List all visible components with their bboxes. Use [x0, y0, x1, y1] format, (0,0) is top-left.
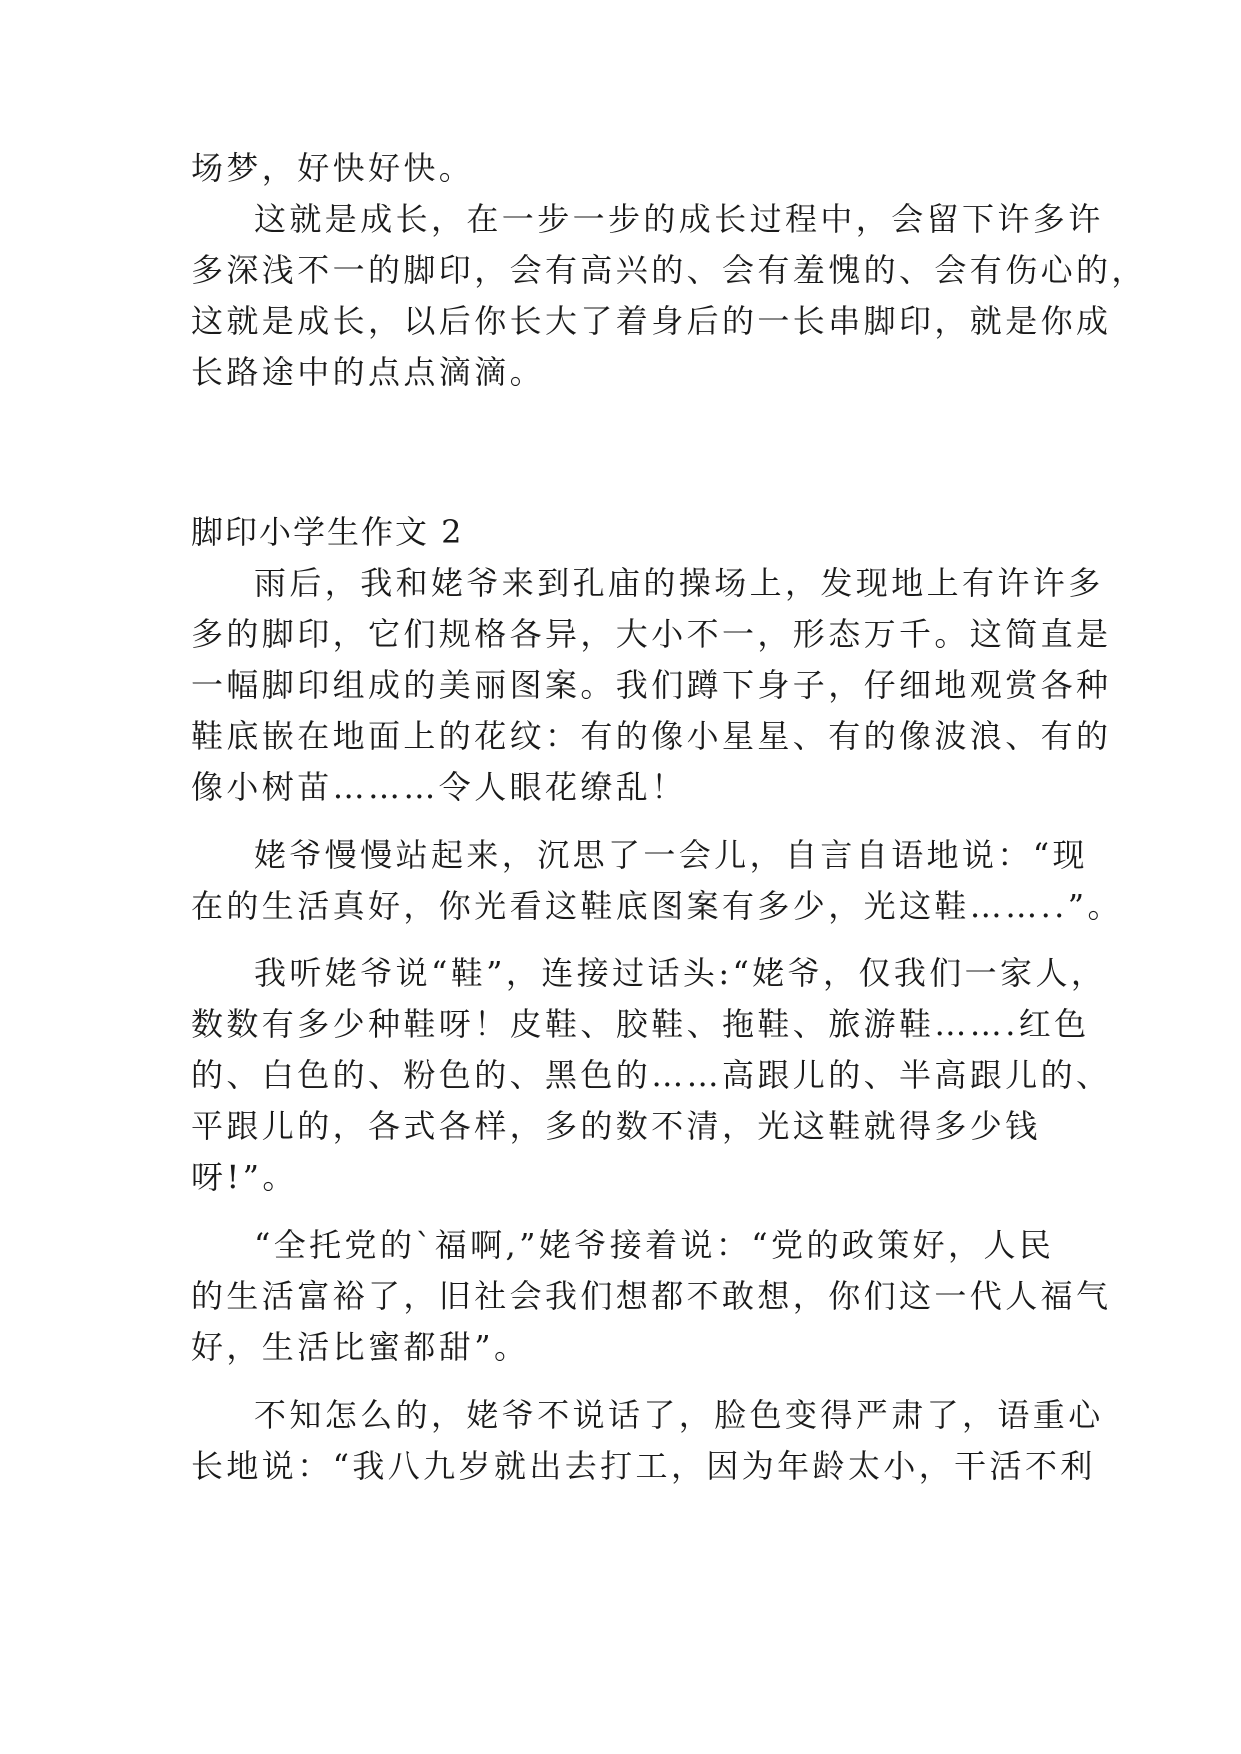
- text-line: 数数有多少种鞋呀！皮鞋、胶鞋、拖鞋、旅游鞋…….红色: [191, 1005, 1090, 1043]
- text-line: 的、白色的、粉色的、黑色的……高跟儿的、半高跟儿的、: [191, 1056, 1112, 1094]
- text-line: 长路途中的点点滴滴。: [191, 353, 546, 391]
- text-line: 好，生活比蜜都甜”。: [191, 1328, 530, 1366]
- text-line: 在的生活真好，你光看这鞋底图案有多少，光这鞋……..”。: [191, 887, 1123, 925]
- text-line: 平跟儿的，各式各样，多的数不清，光这鞋就得多少钱: [191, 1107, 1041, 1145]
- paragraph-line: “全托党的`福啊,”姥爷接着说：“党的政策好，人民: [254, 1226, 1055, 1264]
- paragraph-line: 这就是成长，在一步一步的成长过程中，会留下许多许: [254, 200, 1104, 238]
- text-line: 呀!”。: [191, 1158, 298, 1196]
- paragraph-line: 雨后，我和姥爷来到孔庙的操场上，发现地上有许许多: [254, 564, 1104, 602]
- text-line: 一幅脚印组成的美丽图案。我们蹲下身子，仔细地观赏各种: [191, 666, 1112, 704]
- section-heading: 脚印小学生作文 2: [191, 513, 464, 551]
- paragraph-line: 我听姥爷说“鞋”，连接过话头:“姥爷，仅我们一家人，: [254, 954, 1107, 992]
- text-line: 多的脚印，它们规格各异，大小不一，形态万千。这简直是: [191, 615, 1112, 653]
- text-line: 鞋底嵌在地面上的花纹：有的像小星星、有的像波浪、有的: [191, 717, 1112, 755]
- text-line: 的生活富裕了，旧社会我们想都不敢想，你们这一代人福气: [191, 1277, 1112, 1315]
- text-line: 场梦，好快好快。: [191, 149, 475, 187]
- paragraph-line: 不知怎么的，姥爷不说话了，脸色变得严肃了，语重心: [254, 1396, 1104, 1434]
- text-line: 像小树苗………令人眼花缭乱！: [191, 768, 687, 806]
- text-line: 多深浅不一的脚印，会有高兴的、会有羞愧的、会有伤心的，: [191, 251, 1147, 289]
- paragraph-line: 姥爷慢慢站起来，沉思了一会儿，自言自语地说：“现: [254, 836, 1088, 874]
- text-line: 长地说：“我八九岁就出去打工，因为年龄太小，干活不利: [191, 1447, 1096, 1485]
- text-line: 这就是成长，以后你长大了着身后的一长串脚印，就是你成: [191, 302, 1112, 340]
